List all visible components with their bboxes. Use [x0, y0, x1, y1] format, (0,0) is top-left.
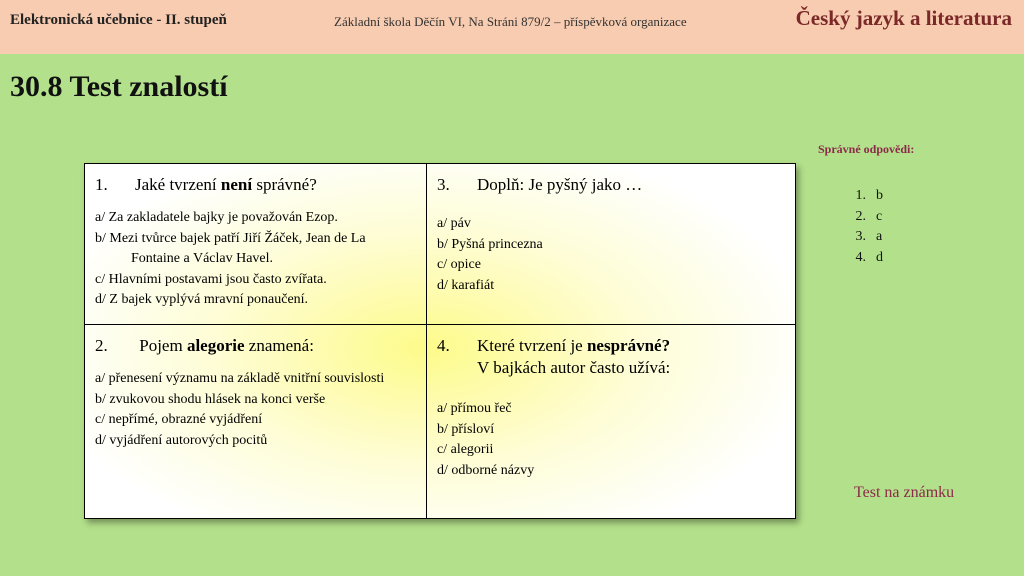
- question-4-option-d[interactable]: d/ odborné názvy: [437, 462, 535, 478]
- question-1-options: [95, 208, 416, 311]
- question-cell-4: [427, 325, 795, 518]
- answer-item: [840, 248, 883, 269]
- question-2-option-b[interactable]: b/ zvukovou shodu hlásek na konci verše: [95, 391, 326, 407]
- question-4-options: [437, 399, 785, 481]
- page-title: 30.8 Test znalostí: [10, 70, 228, 103]
- header-textbook-label: Elektronická učebnice - II. stupeň: [10, 12, 227, 28]
- question-4-number: 4.: [437, 336, 450, 355]
- question-1-option-b[interactable]: b/ Mezi tvůrce bajek patří Jiří Žáček, Jean de La Fontaine a Václav Havel.: [95, 230, 366, 266]
- question-1-suffix: správné?: [252, 175, 317, 194]
- question-2-option-c[interactable]: c/ nepřímé, obrazné vyjádření: [95, 412, 263, 427]
- question-4-option-b[interactable]: b/ přísloví: [437, 421, 495, 437]
- question-2-prefix: Pojem: [135, 336, 187, 355]
- question-1-emphasis: není: [220, 175, 253, 194]
- question-3-number: 3.: [437, 175, 450, 194]
- question-4-prefix: Které tvrzení je: [477, 336, 587, 355]
- answers-title: Správné odpovědi:: [818, 142, 915, 156]
- answer-value: c: [876, 208, 883, 224]
- answer-value: d: [876, 249, 883, 265]
- question-cell-3: [427, 164, 795, 325]
- answer-item: [840, 186, 883, 207]
- question-cell-2: [85, 325, 427, 518]
- question-2-number: 2.: [95, 336, 108, 355]
- answer-number: 1.: [855, 188, 866, 203]
- question-1-option-d[interactable]: d/ Z bajek vyplývá mravní ponaučení.: [95, 292, 309, 307]
- question-2-option-a[interactable]: a/ přenesení významu na základě vnitřní souvislosti: [95, 371, 385, 386]
- question-2-options: [95, 369, 416, 451]
- header-school-name: Základní škola Děčín VI, Na Stráni 879/2 – příspěvková organizace: [334, 14, 687, 29]
- header-bar: [0, 0, 1024, 54]
- question-2-suffix: znamená:: [244, 336, 314, 355]
- graded-test-link[interactable]: Test na známku: [854, 484, 955, 501]
- question-3-option-a[interactable]: a/ páv: [437, 216, 471, 231]
- question-1-text: [95, 174, 416, 196]
- quiz-table: [84, 163, 796, 519]
- question-4-emphasis: nesprávné?: [586, 336, 671, 355]
- answer-item: [840, 207, 883, 228]
- question-1-number: 1.: [95, 175, 108, 194]
- question-2-option-d[interactable]: d/ vyjádření autorových pocitů: [95, 432, 268, 448]
- question-4-subprompt: V bajkách autor často užívá:: [477, 358, 671, 377]
- question-3-prompt: Doplň: Je pyšný jako …: [477, 175, 643, 194]
- question-4-option-a[interactable]: a/ přímou řeč: [437, 401, 512, 416]
- question-cell-1: [85, 164, 427, 325]
- answer-item: [840, 227, 883, 248]
- answer-number: 3.: [855, 229, 866, 244]
- question-3-text: [437, 174, 785, 196]
- answer-number: 2.: [855, 208, 866, 224]
- question-4-text: [437, 335, 785, 379]
- answer-value: b: [876, 188, 883, 203]
- question-1-option-c[interactable]: c/ Hlavními postavami jsou často zvířata.: [95, 271, 327, 287]
- question-1-option-a[interactable]: a/ Za zakladatele bajky je považován Ezop.: [95, 210, 338, 225]
- question-2-text: [95, 335, 416, 357]
- question-4-option-c[interactable]: c/ alegorii: [437, 442, 494, 457]
- question-2-emphasis: alegorie: [186, 336, 245, 355]
- question-3-options: [437, 214, 785, 296]
- header-subject: Český jazyk a literatura: [795, 6, 1012, 30]
- answers-list: [840, 186, 883, 268]
- answer-number: 4.: [855, 249, 866, 265]
- question-3-option-c[interactable]: c/ opice: [437, 257, 481, 272]
- question-3-option-d[interactable]: d/ karafiát: [437, 277, 495, 293]
- question-1-prefix: Jaké tvrzení: [135, 175, 221, 194]
- answer-value: a: [876, 229, 883, 244]
- question-3-option-b[interactable]: b/ Pyšná princezna: [437, 236, 543, 252]
